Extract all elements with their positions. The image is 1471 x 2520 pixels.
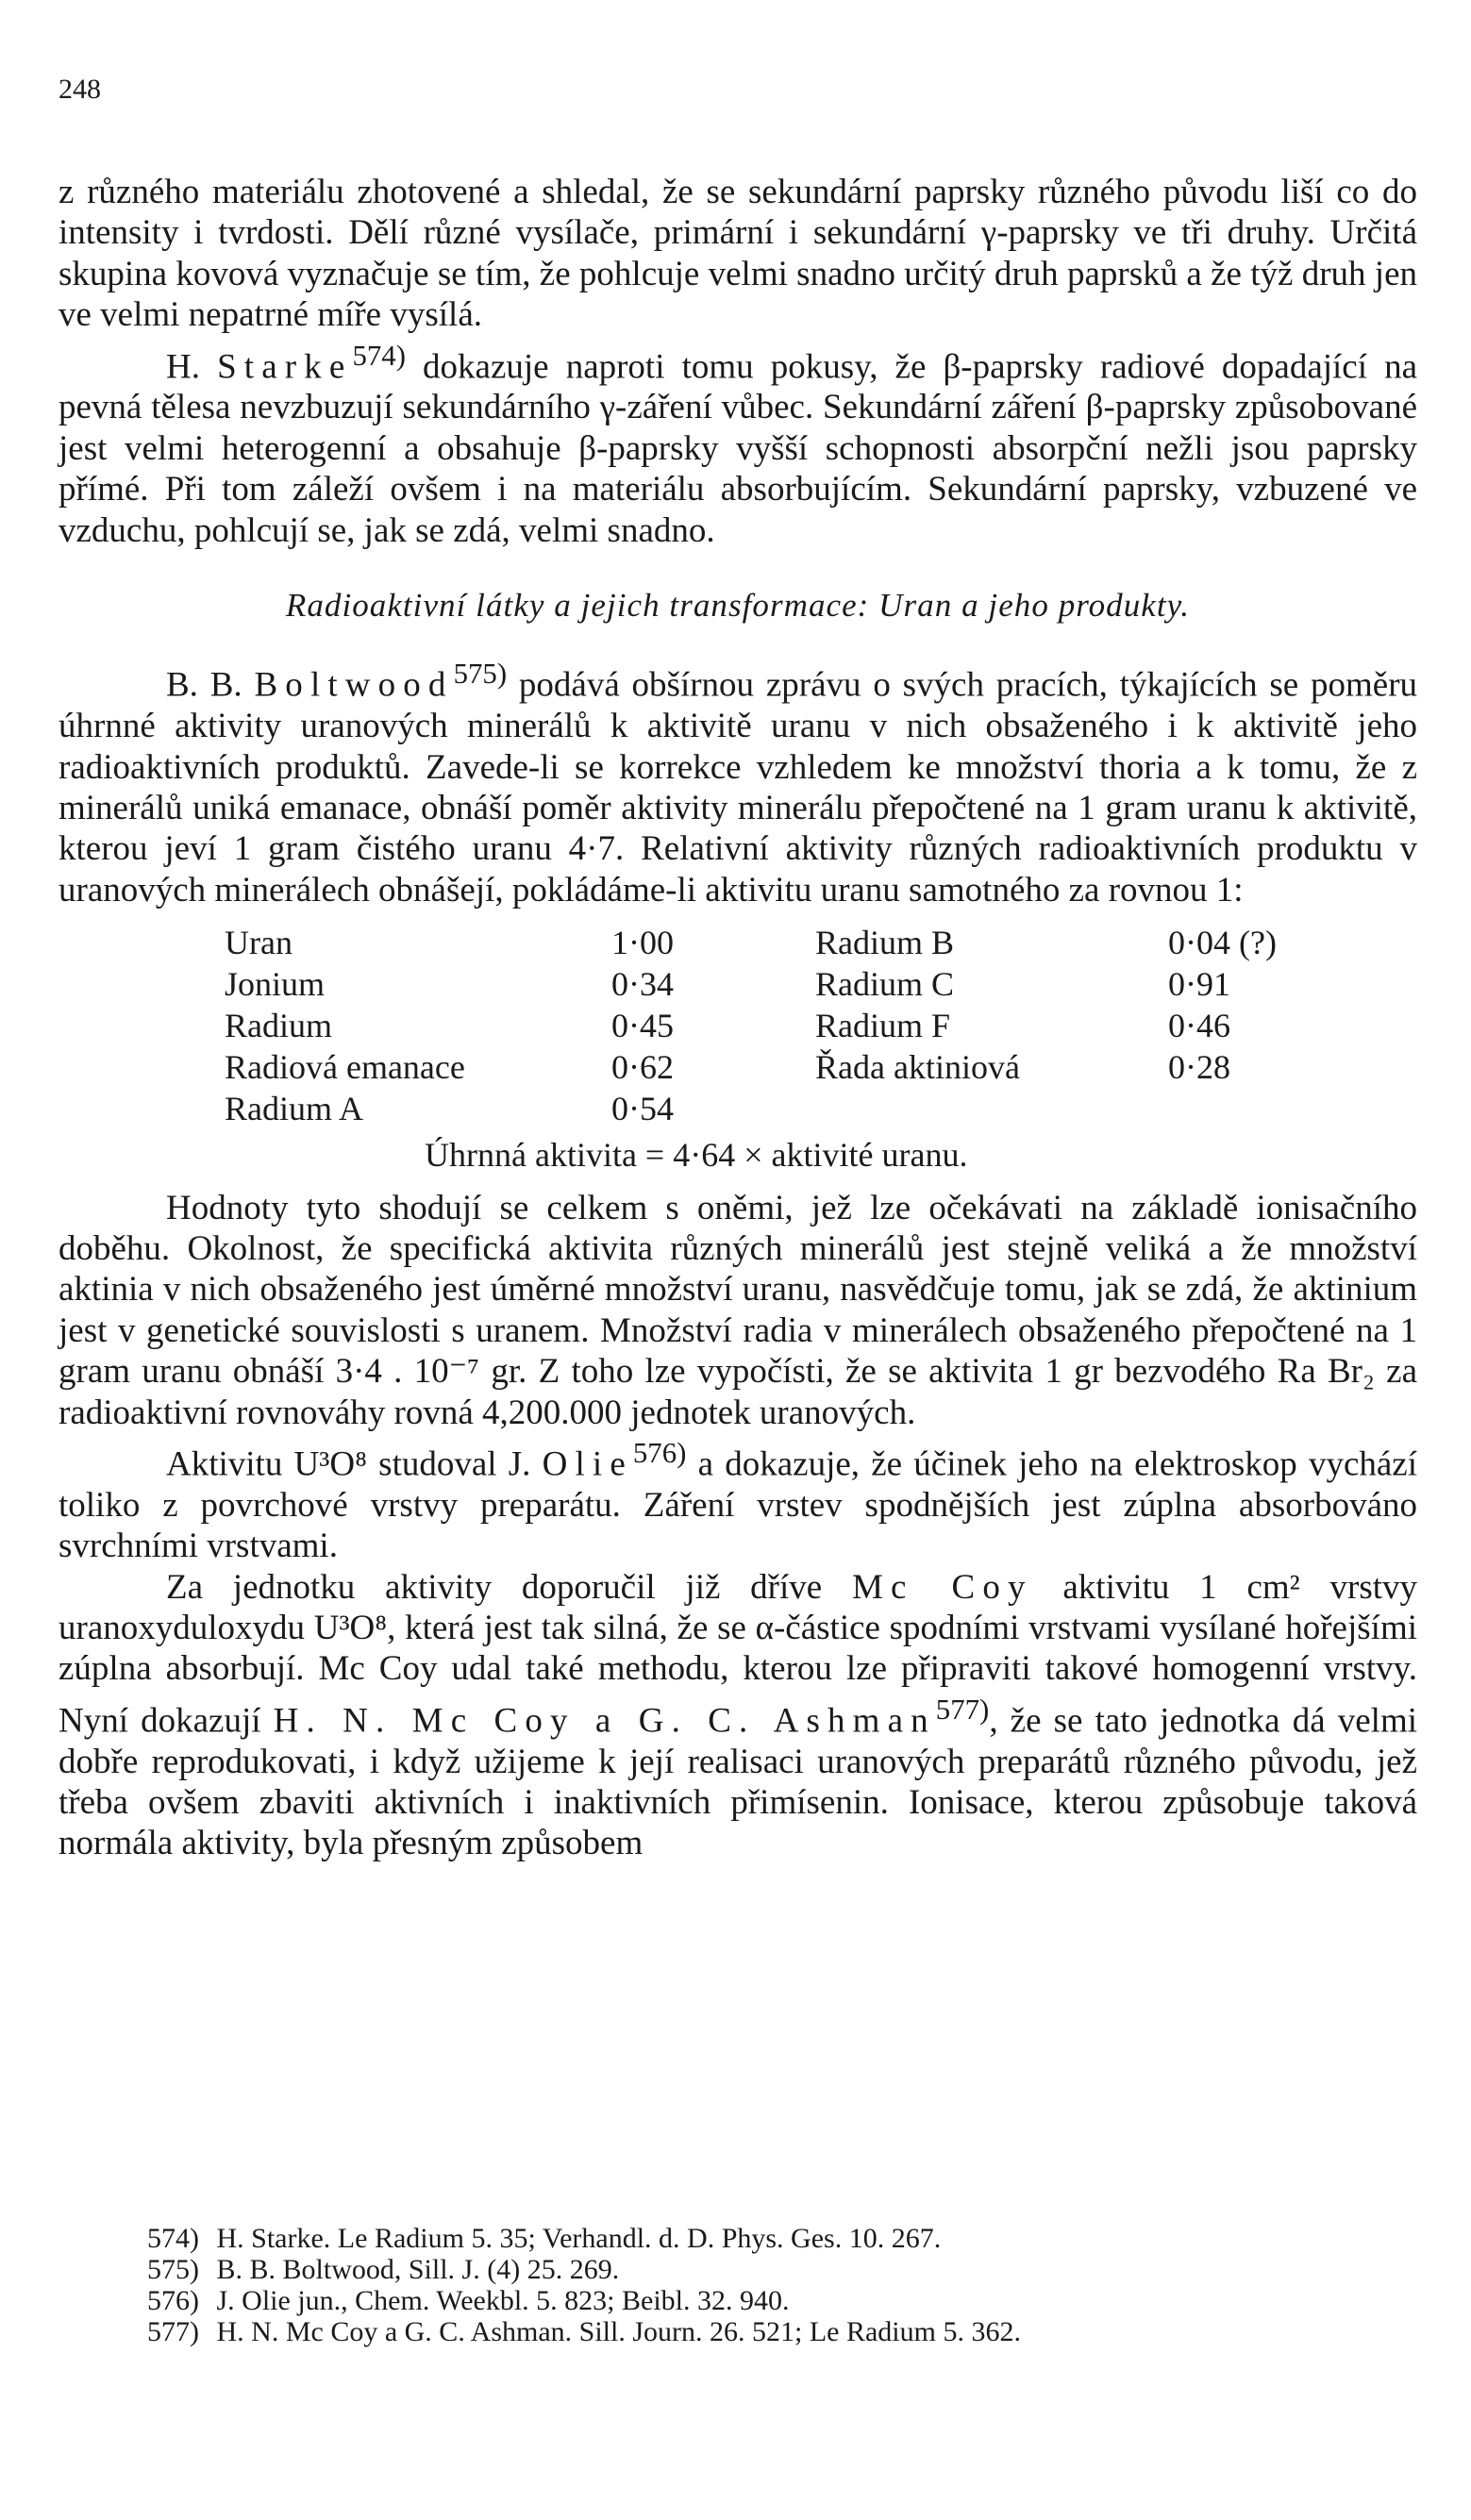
paragraph-starke <box>59 336 1417 551</box>
footnote-text: B. B. Boltwood, Sill. J. (4) 25. 269. <box>216 2254 620 2285</box>
paragraph-boltwood <box>59 654 1417 910</box>
table-cell: 0·46 <box>1168 1007 1230 1045</box>
footnote-text: H. Starke. Le Radium 5. 35; Verhandl. d. D. Phys. Ges. 10. 267. <box>216 2223 942 2254</box>
mccoy-before: Za jednotku aktivity doporučil již dříve <box>166 1567 823 1607</box>
paragraph-olie <box>59 1433 1417 1567</box>
olie-before: Aktivitu U³O⁸ studoval J. <box>166 1444 531 1484</box>
table-row <box>225 1088 1310 1129</box>
table-row <box>225 963 1310 1005</box>
footnote-577 <box>59 2316 1417 2347</box>
page-number: 248 <box>59 74 101 105</box>
footnote-ref-576[interactable]: 576) <box>632 1437 687 1469</box>
footnote-mark: 576) <box>147 2285 199 2316</box>
paragraph-intro: z různého materiálu zhotovené a shledal, že se sekundární paprsky různého původu liší co do intensity i tvrdosti. Dělí různé vysílače, primární i sekundární γ-paprsky ve tři druhy. Určitá skupina kovová vyznačuje se tím, že pohlcuje velmi snadno určitý druh paprsků a že týž druh jen ve velmi nepatrné míře vysílá. <box>59 173 1417 335</box>
table-cell: 0·62 <box>611 1048 674 1087</box>
table-cell: Radium B <box>815 924 955 962</box>
footnote-mark: 577) <box>147 2316 199 2347</box>
table-row <box>225 922 1310 963</box>
table-cell: Radium C <box>815 965 955 1004</box>
total-activity: Úhrnná aktivita = 4·64 × aktivité uranu. <box>425 1136 968 1175</box>
table-cell: Radium A <box>225 1090 364 1128</box>
footnotes <box>59 2223 1417 2347</box>
table-cell: 0·54 <box>611 1090 674 1128</box>
starke-name: Starke <box>217 346 353 386</box>
starke-text: dokazuje naproti tomu pokusy, že β-paprsky radiové dopadající na pevná tělesa nevzbuzují sekundárního γ-záření vůbec. Sekundární záření β-paprsky způsobované jest velmi heterogenní a obsahuje β-paprsky vyšší schopnosti absorpční nežli jsou paprsky přímé. Při tom záleží ovšem i na materiálu absorbujícím. Sekundární paprsky, vzbuzené ve vzduchu, pohlcují se, jak se zdá, velmi snadno. <box>59 346 1418 550</box>
table-cell: 0·04 (?) <box>1168 924 1277 962</box>
footnote-576 <box>59 2285 1417 2316</box>
table-cell: 0·45 <box>611 1007 674 1045</box>
table-cell: 1·00 <box>611 924 674 962</box>
footnote-mark: 574) <box>147 2223 199 2254</box>
boltwood-prefix: B. B. <box>166 665 242 705</box>
mccoy-text1: aktivitu 1 cm² vrstvy uranoxyduloxydu U³O⁸, která jest tak silná, že se α-částice spodními vrstvami vysílané hořejšími zúplna absorbují. Mc Coy udal také methodu, kterou lze připraviti takové homogenní vrstvy. Nyní dokazují <box>59 1567 1418 1741</box>
table-cell: 0·28 <box>1168 1048 1230 1087</box>
table-cell: Radium <box>225 1007 332 1045</box>
boltwood-name: Boltwood <box>254 665 454 705</box>
activity-table <box>225 922 1310 1129</box>
footnote-text: J. Olie jun., Chem. Weekbl. 5. 823; Beibl. 32. 940. <box>216 2285 790 2316</box>
mccoy-name: Mc Coy <box>851 1567 1033 1607</box>
section-heading: Radioaktivní látky a jejich transformace: Uran a jeho produkty. <box>285 586 1191 624</box>
table-cell <box>815 1088 1168 1129</box>
mccoy-text2: , že se tato jednotka dá velmi dobře reprodukovati, i když užijeme k její realisaci uranových preparátů různého původu, jež třeba ovšem zbaviti aktivních i inaktivních přimísenin. Ionisace, kterou způsobuje taková normála aktivity, byla přesným způsobem <box>59 1701 1417 1863</box>
olie-text: a dokazuje, že účinek jeho na elektroskop vychází toliko z povrchové vrstvy preparátu. Záření vrstev spodnějších jest zúplna absorbováno svrchními vrstvami. <box>59 1444 1418 1566</box>
table-row <box>225 1046 1310 1088</box>
table-cell: Radium F <box>815 1007 951 1045</box>
table-cell <box>1168 1088 1310 1129</box>
footnote-ref-577[interactable]: 577) <box>935 1693 990 1726</box>
starke-prefix: H. <box>166 346 200 386</box>
table-cell: Jonium <box>225 965 326 1004</box>
body-text <box>59 172 1417 1864</box>
table-cell: 0·91 <box>1168 965 1230 1004</box>
table-cell: 0·34 <box>611 965 674 1004</box>
footnote-text: H. N. Mc Coy a G. C. Ashman. Sill. Journ. 26. 521; Le Radium 5. 362. <box>216 2316 1021 2347</box>
paragraph-hodnoty: Hodnoty tyto shodují se celkem s oněmi, jež lze očekávati na základě ionisačního doběhu. Okolnost, že specifická aktivita různých minerálů jest stejně veliká a že množství aktinia v nich obsaženého jest úměrné množství uranu, nasvědčuje tomu, jak se zdá, že aktinium jest v genetické souvislosti s uranem. Množství radia v minerálech obsaženého přepočtené na 1 gram uranu obnáší 3·4 . 10⁻⁷ gr. Z toho lze vypočísti, že se aktivita 1 gr bezvodého Ra Br₂ za radioaktivní rovnováhy rovná 4,200.000 jednotek uranových. <box>59 1188 1417 1432</box>
table-cell: Řada aktiniová <box>815 1048 1020 1087</box>
table-cell: Uran <box>225 924 293 962</box>
footnote-575 <box>59 2254 1417 2285</box>
table-row <box>225 1005 1310 1046</box>
mccoy-authors: H. N. Mc Coy a G. C. Ashman <box>273 1701 936 1741</box>
footnote-mark: 575) <box>147 2254 199 2285</box>
olie-name: Olie <box>542 1444 633 1484</box>
footnote-ref-574[interactable]: 574) <box>352 339 406 372</box>
footnote-ref-575[interactable]: 575) <box>453 658 508 691</box>
table-cell: Radiová emanace <box>225 1048 465 1087</box>
boltwood-text: podává obšírnou zprávu o svých pracích, týkajících se poměru úhrnné aktivity uranových minerálů k aktivitě uranu v nich obsaženého i k aktivitě jeho radioaktivních produktů. Zavede-li se korrekce vzhledem ke množství thoria a k tomu, že z minerálů uniká emanace, obnáší poměr aktivity minerálu přepočtené na 1 gram uranu k aktivitě, kterou jeví 1 gram čistého uranu 4·7. Relativní aktivity různých radioaktivních produktu v uranových minerálech obnášejí, pokládáme-li aktivitu uranu samotného za rovnou 1: <box>59 665 1418 910</box>
footnote-574 <box>59 2223 1417 2254</box>
paragraph-mccoy <box>59 1567 1417 1864</box>
